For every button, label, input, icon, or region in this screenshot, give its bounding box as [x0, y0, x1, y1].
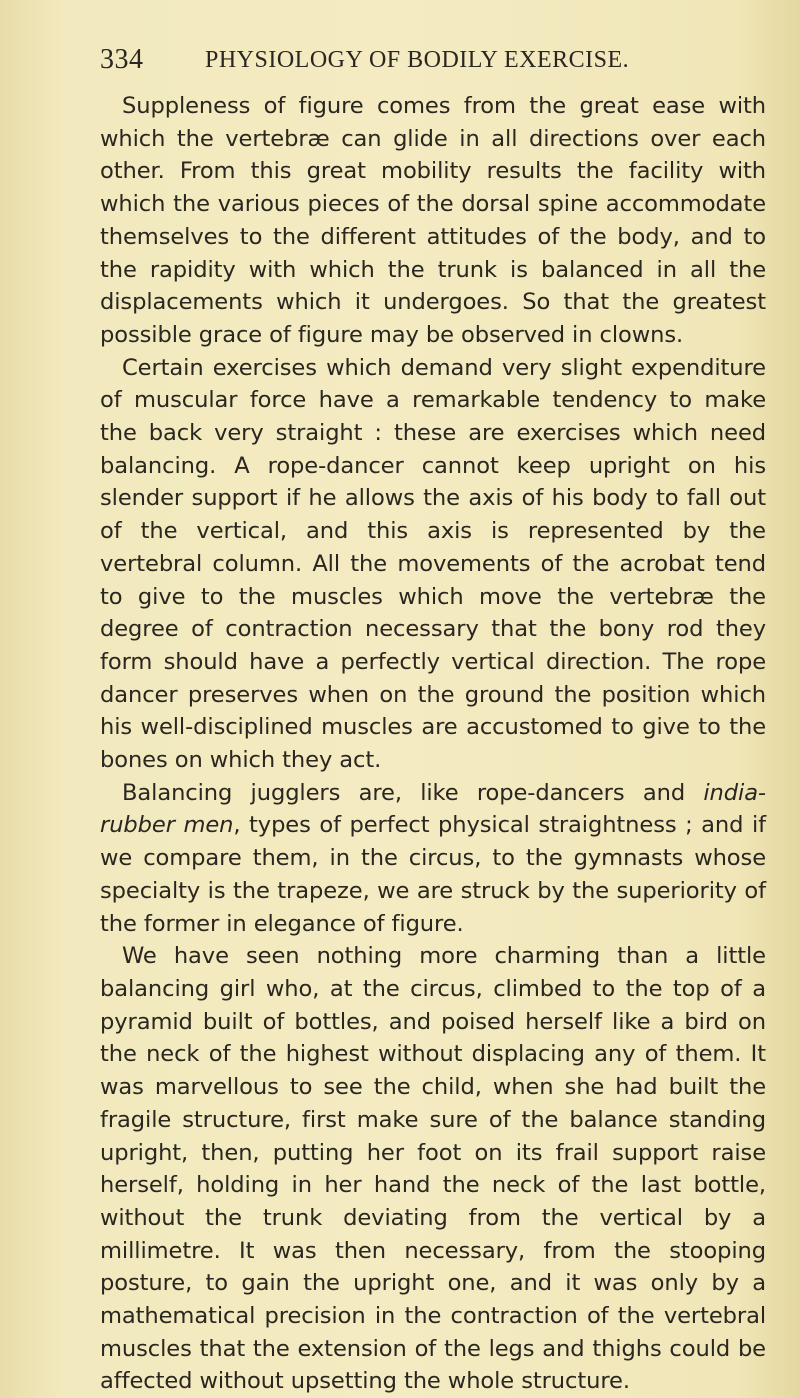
paragraph-balancing-exercises: Certain exercises which demand very slight expenditure of muscular force have a remarkable tendency to make the back very straight : these are exercises which need balancing. A rope-dancer cannot keep upright on his slender support if he allows the axis of his body to fall out of the vertical, and this axis is represented by the vertebral column. All the movements of the acrobat tend to give to the muscles which move the vertebræ the degree of contraction necessary that the bony rod they form should have a perfectly vertical direction. The rope dancer preserves when on the ground the position which his well-disciplined muscles are accustomed to give to the bones on which they act.	[100, 354, 766, 774]
paragraph-balancing-girl: We have seen nothing more charming than a little balancing girl who, at the circus, climbed to the top of a pyramid built of bottles, and poised herself like a bird on the neck of the highest without displacing any of them. It was marvellous to see the child, when she had built the fragile structure, first make sure of the balance standing upright, then, putting her foot on its frail support raise herself, holding in her hand the neck of the last bottle, without the trunk deviating from the vertical by a millimetre. It was then necessary, from the stooping posture, to gain the upright one, and it was only by a mathematical precision in the contraction of the vertebral muscles that the extension of the legs and thighs could be affected without upsetting the whole structure.	[100, 943, 766, 1395]
paragraph-jugglers	[100, 777, 766, 941]
paragraph-jugglers-after: , types of perfect physical straightness ; and if we compare them, in the circus, to the gymnasts whose specialty is the trapeze, we are struck by the superiority of the former in elegance of figure.	[100, 812, 766, 937]
page-number: 334	[100, 44, 144, 75]
running-head	[100, 44, 660, 84]
italic-term: india-rubber men	[100, 779, 766, 839]
body-text	[100, 90, 766, 1398]
paragraph-suppleness: Suppleness of figure comes from the great ease with which the vertebræ can glide in all directions over each other. From this great mobility results the facility with which the various pieces of the dorsal spine accommodate themselves to the different attitudes of the body, and to the rapidity with which the trunk is balanced in all the displacements which it undergoes. So that the greatest possible grace of figure may be observed in clowns.	[100, 93, 766, 348]
paragraph-jugglers-before: Balancing jugglers are, like rope-dancers and	[122, 779, 704, 806]
running-title: PHYSIOLOGY OF BODILY EXERCISE.	[205, 47, 630, 73]
